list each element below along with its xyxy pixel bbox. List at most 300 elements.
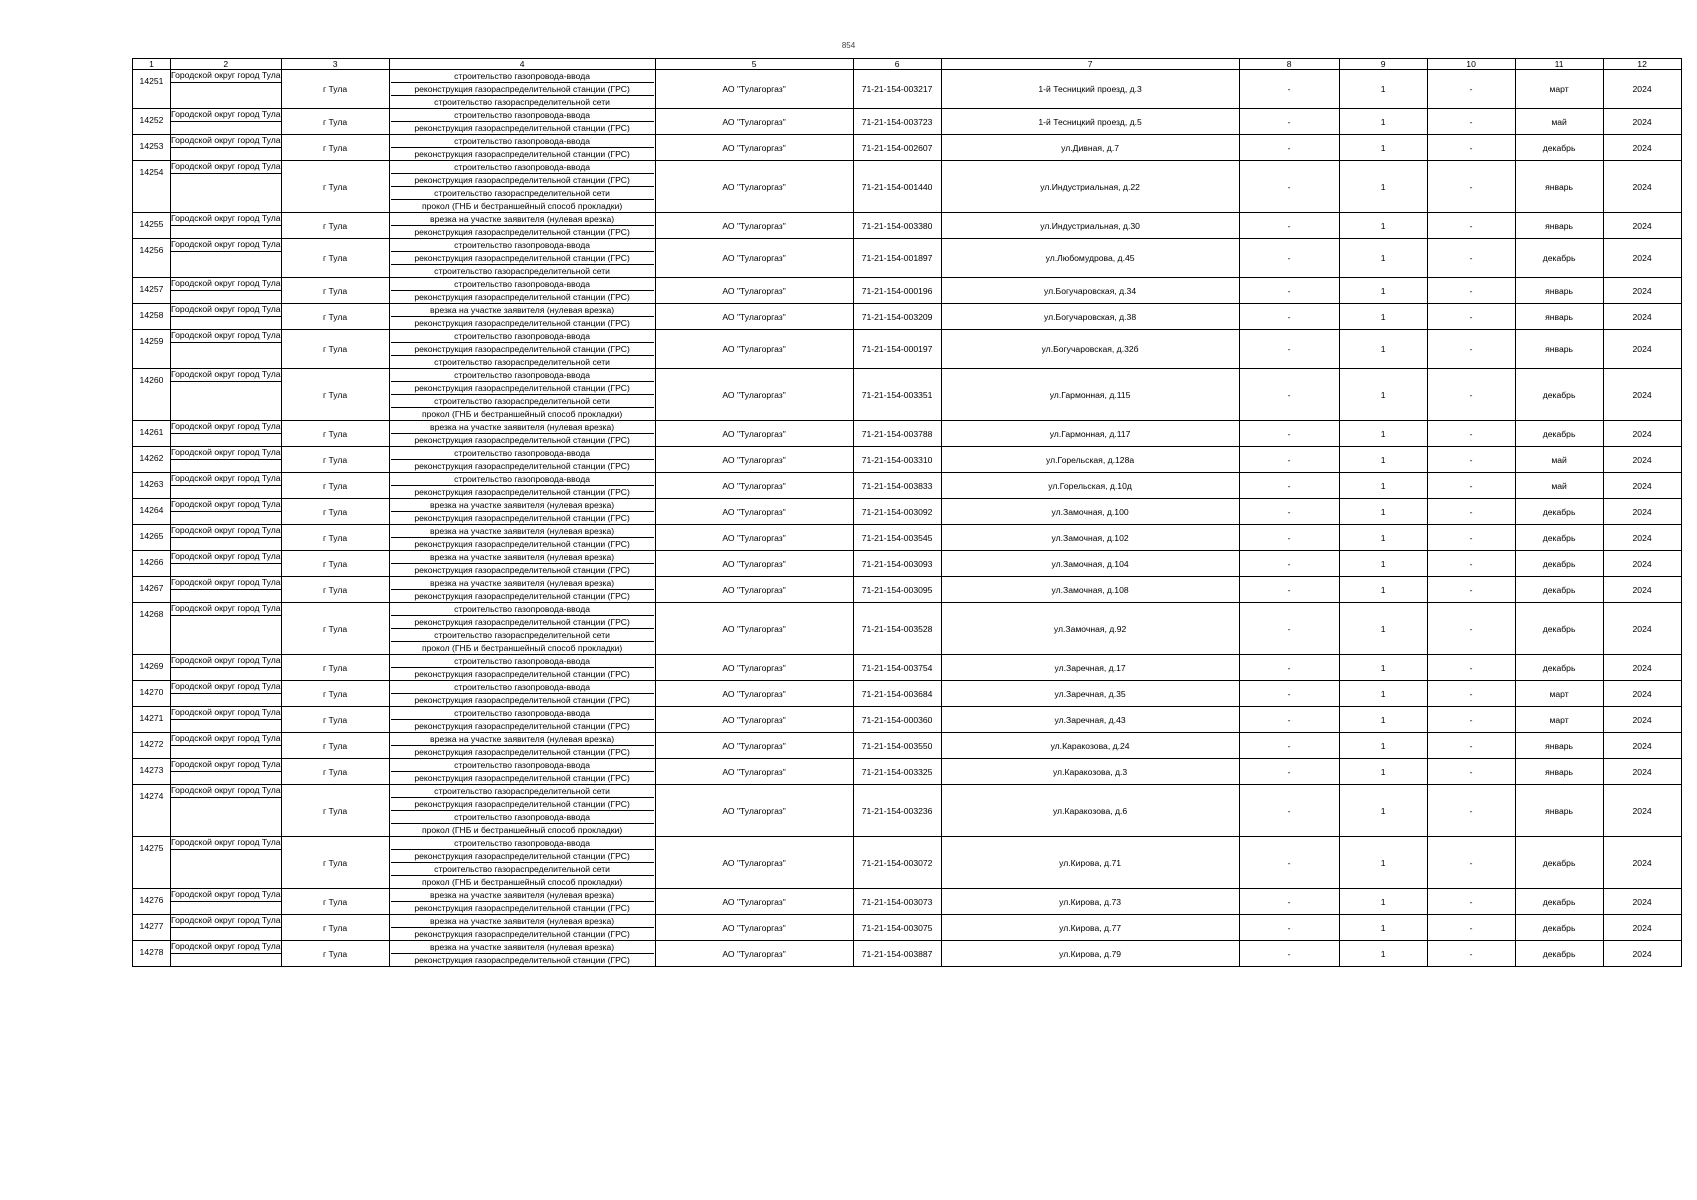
- city-cell: г Тула: [281, 525, 389, 551]
- district-divider: [171, 225, 281, 226]
- page-number: 854: [841, 41, 856, 50]
- column-10-cell: -: [1427, 239, 1515, 278]
- column-8-cell: -: [1239, 837, 1339, 889]
- object-code-cell: 71-21-154-003093: [853, 551, 941, 577]
- year-cell: 2024: [1603, 681, 1681, 707]
- district-name: Городской округ город Тула: [171, 304, 281, 314]
- district-name: Городской округ город Тула: [171, 681, 281, 691]
- row-number: 14260: [133, 369, 171, 421]
- column-10-cell: -: [1427, 70, 1515, 109]
- table-row: [133, 304, 1682, 330]
- column-8-cell: -: [1239, 473, 1339, 499]
- works-cell: [389, 421, 655, 447]
- gas-works-table: [132, 58, 1682, 967]
- year-cell: 2024: [1603, 733, 1681, 759]
- row-number: 14258: [133, 304, 171, 330]
- district-name: Городской округ город Тула: [171, 161, 281, 171]
- year-cell: 2024: [1603, 915, 1681, 941]
- works-list: [391, 135, 654, 160]
- works-list: [391, 759, 654, 784]
- object-code-cell: 71-21-154-003545: [853, 525, 941, 551]
- table-row: [133, 655, 1682, 681]
- column-10-cell: -: [1427, 213, 1515, 239]
- address-cell: ул.Заречная, д.43: [941, 707, 1239, 733]
- work-item: строительство газопровода-ввода: [454, 682, 591, 692]
- work-item: реконструкция газораспределительной станции (ГРС): [391, 342, 654, 355]
- month-cell: декабрь: [1515, 239, 1603, 278]
- district-divider: [171, 849, 281, 850]
- works-cell: [389, 655, 655, 681]
- district-name: Городской округ город Тула: [171, 499, 281, 509]
- work-item: реконструкция газораспределительной станции (ГРС): [391, 173, 654, 186]
- organization-cell: АО "Тулагоргаз": [655, 369, 853, 421]
- row-number: 14274: [133, 785, 171, 837]
- works-cell: [389, 330, 655, 369]
- district-cell: [171, 239, 282, 278]
- organization-cell: АО "Тулагоргаз": [655, 733, 853, 759]
- column-10-cell: -: [1427, 837, 1515, 889]
- work-item: прокол (ГНБ и бестраншейный способ прокладки): [391, 199, 654, 212]
- district-name: Городской округ город Тула: [171, 733, 281, 743]
- month-cell: декабрь: [1515, 551, 1603, 577]
- district-divider: [171, 745, 281, 746]
- organization-cell: АО "Тулагоргаз": [655, 499, 853, 525]
- object-code-cell: 71-21-154-003075: [853, 915, 941, 941]
- quantity-cell: 1: [1339, 681, 1427, 707]
- district-name: Городской округ город Тула: [171, 525, 281, 535]
- work-item: строительство газопровода-ввода: [454, 331, 591, 341]
- row-number: 14270: [133, 681, 171, 707]
- district-name: Городской округ город Тула: [171, 551, 281, 561]
- quantity-cell: 1: [1339, 109, 1427, 135]
- row-number: 14269: [133, 655, 171, 681]
- work-item: реконструкция газораспределительной станции (ГРС): [391, 225, 654, 238]
- column-8-cell: -: [1239, 304, 1339, 330]
- object-code-cell: 71-21-154-003528: [853, 603, 941, 655]
- district-divider: [171, 173, 281, 174]
- district-cell: [171, 941, 282, 967]
- year-cell: 2024: [1603, 278, 1681, 304]
- column-header: 3: [281, 59, 389, 70]
- row-number: 14277: [133, 915, 171, 941]
- works-cell: [389, 551, 655, 577]
- row-number: 14275: [133, 837, 171, 889]
- row-number: 14257: [133, 278, 171, 304]
- address-cell: ул.Замочная, д.100: [941, 499, 1239, 525]
- object-code-cell: 71-21-154-001897: [853, 239, 941, 278]
- work-item: строительство газораспределительной сети: [391, 355, 654, 368]
- column-10-cell: -: [1427, 278, 1515, 304]
- city-cell: г Тула: [281, 304, 389, 330]
- works-cell: [389, 941, 655, 967]
- city-cell: г Тула: [281, 447, 389, 473]
- column-10-cell: -: [1427, 161, 1515, 213]
- row-number: 14262: [133, 447, 171, 473]
- organization-cell: АО "Тулагоргаз": [655, 941, 853, 967]
- row-number: 14254: [133, 161, 171, 213]
- district-divider: [171, 316, 281, 317]
- row-number: 14273: [133, 759, 171, 785]
- column-8-cell: -: [1239, 733, 1339, 759]
- work-item: реконструкция газораспределительной станции (ГРС): [391, 615, 654, 628]
- column-header: 10: [1427, 59, 1515, 70]
- works-list: [391, 577, 654, 602]
- organization-cell: АО "Тулагоргаз": [655, 915, 853, 941]
- work-item: врезка на участке заявителя (нулевая врезка): [430, 214, 615, 224]
- district-divider: [171, 433, 281, 434]
- works-list: [391, 109, 654, 134]
- column-8-cell: -: [1239, 655, 1339, 681]
- table-row: [133, 837, 1682, 889]
- month-cell: март: [1515, 70, 1603, 109]
- column-8-cell: -: [1239, 70, 1339, 109]
- work-item: строительство газопровода-ввода: [454, 760, 591, 770]
- works-list: [391, 447, 654, 472]
- organization-cell: АО "Тулагоргаз": [655, 473, 853, 499]
- district-cell: [171, 330, 282, 369]
- object-code-cell: 71-21-154-003310: [853, 447, 941, 473]
- works-list: [391, 499, 654, 524]
- column-header: 7: [941, 59, 1239, 70]
- object-code-cell: 71-21-154-003236: [853, 785, 941, 837]
- work-item: строительство газопровода-ввода: [454, 279, 591, 289]
- city-cell: г Тула: [281, 70, 389, 109]
- column-8-cell: -: [1239, 681, 1339, 707]
- works-cell: [389, 603, 655, 655]
- column-10-cell: -: [1427, 733, 1515, 759]
- city-cell: г Тула: [281, 499, 389, 525]
- work-item: строительство газопровода-ввода: [454, 71, 591, 81]
- city-cell: г Тула: [281, 369, 389, 421]
- district-name: Городской округ город Тула: [171, 421, 281, 431]
- year-cell: 2024: [1603, 707, 1681, 733]
- works-cell: [389, 889, 655, 915]
- object-code-cell: 71-21-154-003887: [853, 941, 941, 967]
- district-name: Городской округ город Тула: [171, 109, 281, 119]
- month-cell: декабрь: [1515, 421, 1603, 447]
- district-divider: [171, 82, 281, 83]
- works-cell: [389, 473, 655, 499]
- address-cell: ул.Богучаровская, д.38: [941, 304, 1239, 330]
- city-cell: г Тула: [281, 551, 389, 577]
- quantity-cell: 1: [1339, 304, 1427, 330]
- table-row: [133, 551, 1682, 577]
- column-8-cell: -: [1239, 447, 1339, 473]
- district-cell: [171, 837, 282, 889]
- organization-cell: АО "Тулагоргаз": [655, 330, 853, 369]
- work-item: врезка на участке заявителя (нулевая врезка): [430, 500, 615, 510]
- works-cell: [389, 369, 655, 421]
- works-cell: [389, 239, 655, 278]
- quantity-cell: 1: [1339, 837, 1427, 889]
- year-cell: 2024: [1603, 525, 1681, 551]
- city-cell: г Тула: [281, 733, 389, 759]
- works-list: [391, 525, 654, 550]
- work-item: реконструкция газораспределительной станции (ГРС): [391, 459, 654, 472]
- district-cell: [171, 421, 282, 447]
- quantity-cell: 1: [1339, 707, 1427, 733]
- year-cell: 2024: [1603, 499, 1681, 525]
- table-row: [133, 135, 1682, 161]
- month-cell: январь: [1515, 785, 1603, 837]
- district-divider: [171, 537, 281, 538]
- works-list: [391, 213, 654, 238]
- month-cell: май: [1515, 109, 1603, 135]
- object-code-cell: 71-21-154-003754: [853, 655, 941, 681]
- work-item: прокол (ГНБ и бестраншейный способ прокладки): [391, 641, 654, 654]
- work-item: реконструкция газораспределительной станции (ГРС): [391, 589, 654, 602]
- address-cell: ул.Заречная, д.17: [941, 655, 1239, 681]
- year-cell: 2024: [1603, 447, 1681, 473]
- column-8-cell: -: [1239, 889, 1339, 915]
- column-8-cell: -: [1239, 759, 1339, 785]
- year-cell: 2024: [1603, 304, 1681, 330]
- year-cell: 2024: [1603, 213, 1681, 239]
- quantity-cell: 1: [1339, 733, 1427, 759]
- table-row: [133, 278, 1682, 304]
- city-cell: г Тула: [281, 330, 389, 369]
- organization-cell: АО "Тулагоргаз": [655, 655, 853, 681]
- address-cell: ул.Гармонная, д.117: [941, 421, 1239, 447]
- row-number: 14252: [133, 109, 171, 135]
- work-item: строительство газопровода-ввода: [454, 604, 591, 614]
- quantity-cell: 1: [1339, 603, 1427, 655]
- district-name: Городской округ город Тула: [171, 941, 281, 951]
- district-cell: [171, 447, 282, 473]
- month-cell: январь: [1515, 161, 1603, 213]
- district-divider: [171, 615, 281, 616]
- column-10-cell: -: [1427, 109, 1515, 135]
- district-name: Городской округ город Тула: [171, 70, 281, 80]
- works-cell: [389, 707, 655, 733]
- organization-cell: АО "Тулагоргаз": [655, 70, 853, 109]
- year-cell: 2024: [1603, 473, 1681, 499]
- year-cell: 2024: [1603, 135, 1681, 161]
- work-item: реконструкция газораспределительной станции (ГРС): [391, 121, 654, 134]
- quantity-cell: 1: [1339, 369, 1427, 421]
- work-item: реконструкция газораспределительной станции (ГРС): [391, 511, 654, 524]
- address-cell: ул.Кирова, д.79: [941, 941, 1239, 967]
- row-number: 14268: [133, 603, 171, 655]
- year-cell: 2024: [1603, 655, 1681, 681]
- works-cell: [389, 278, 655, 304]
- work-item: реконструкция газораспределительной станции (ГРС): [391, 251, 654, 264]
- work-item: реконструкция газораспределительной станции (ГРС): [391, 797, 654, 810]
- work-item: строительство газораспределительной сети: [391, 186, 654, 199]
- work-item: строительство газопровода-ввода: [454, 162, 591, 172]
- district-cell: [171, 707, 282, 733]
- address-cell: ул.Замочная, д.92: [941, 603, 1239, 655]
- month-cell: декабрь: [1515, 655, 1603, 681]
- work-item: реконструкция газораспределительной станции (ГРС): [391, 147, 654, 160]
- row-number: 14276: [133, 889, 171, 915]
- row-number: 14271: [133, 707, 171, 733]
- column-10-cell: -: [1427, 473, 1515, 499]
- district-divider: [171, 147, 281, 148]
- city-cell: г Тула: [281, 278, 389, 304]
- month-cell: декабрь: [1515, 499, 1603, 525]
- district-divider: [171, 667, 281, 668]
- district-divider: [171, 719, 281, 720]
- month-cell: декабрь: [1515, 889, 1603, 915]
- organization-cell: АО "Тулагоргаз": [655, 447, 853, 473]
- district-cell: [171, 278, 282, 304]
- column-10-cell: -: [1427, 421, 1515, 447]
- district-cell: [171, 135, 282, 161]
- organization-cell: АО "Тулагоргаз": [655, 239, 853, 278]
- address-cell: ул.Горельская, д.128а: [941, 447, 1239, 473]
- work-item: прокол (ГНБ и бестраншейный способ прокладки): [391, 407, 654, 420]
- district-cell: [171, 785, 282, 837]
- column-8-cell: -: [1239, 161, 1339, 213]
- works-list: [391, 421, 654, 446]
- column-header: 2: [171, 59, 282, 70]
- organization-cell: АО "Тулагоргаз": [655, 577, 853, 603]
- year-cell: 2024: [1603, 551, 1681, 577]
- year-cell: 2024: [1603, 759, 1681, 785]
- table-row: [133, 733, 1682, 759]
- work-item: строительство газопровода-ввода: [454, 136, 591, 146]
- work-item: реконструкция газораспределительной станции (ГРС): [391, 381, 654, 394]
- district-divider: [171, 589, 281, 590]
- district-name: Городской округ город Тула: [171, 707, 281, 717]
- object-code-cell: 71-21-154-003209: [853, 304, 941, 330]
- work-item: врезка на участке заявителя (нулевая врезка): [430, 890, 615, 900]
- row-number: 14278: [133, 941, 171, 967]
- district-divider: [171, 459, 281, 460]
- work-item: врезка на участке заявителя (нулевая врезка): [430, 942, 615, 952]
- district-divider: [171, 693, 281, 694]
- object-code-cell: 71-21-154-000197: [853, 330, 941, 369]
- table-row: [133, 889, 1682, 915]
- district-cell: [171, 473, 282, 499]
- work-item: реконструкция газораспределительной станции (ГРС): [391, 485, 654, 498]
- table-row: [133, 369, 1682, 421]
- month-cell: март: [1515, 681, 1603, 707]
- quantity-cell: 1: [1339, 889, 1427, 915]
- district-cell: [171, 551, 282, 577]
- year-cell: 2024: [1603, 70, 1681, 109]
- month-cell: январь: [1515, 330, 1603, 369]
- organization-cell: АО "Тулагоргаз": [655, 707, 853, 733]
- work-item: врезка на участке заявителя (нулевая врезка): [430, 578, 615, 588]
- organization-cell: АО "Тулагоргаз": [655, 785, 853, 837]
- works-list: [391, 837, 654, 888]
- work-item: врезка на участке заявителя (нулевая врезка): [430, 305, 615, 315]
- column-10-cell: -: [1427, 551, 1515, 577]
- row-number: 14256: [133, 239, 171, 278]
- district-cell: [171, 109, 282, 135]
- district-divider: [171, 251, 281, 252]
- work-item: врезка на участке заявителя (нулевая врезка): [430, 526, 615, 536]
- column-10-cell: -: [1427, 525, 1515, 551]
- column-10-cell: -: [1427, 304, 1515, 330]
- district-cell: [171, 733, 282, 759]
- works-cell: [389, 915, 655, 941]
- organization-cell: АО "Тулагоргаз": [655, 889, 853, 915]
- address-cell: ул.Каракозова, д.6: [941, 785, 1239, 837]
- district-name: Городской округ город Тула: [171, 473, 281, 483]
- organization-cell: АО "Тулагоргаз": [655, 681, 853, 707]
- district-cell: [171, 499, 282, 525]
- column-8-cell: -: [1239, 941, 1339, 967]
- district-name: Городской округ город Тула: [171, 330, 281, 340]
- quantity-cell: 1: [1339, 785, 1427, 837]
- month-cell: январь: [1515, 278, 1603, 304]
- city-cell: г Тула: [281, 239, 389, 278]
- object-code-cell: 71-21-154-003072: [853, 837, 941, 889]
- column-number-row: [133, 59, 1682, 70]
- row-number: 14267: [133, 577, 171, 603]
- object-code-cell: 71-21-154-003217: [853, 70, 941, 109]
- address-cell: 1-й Тесницкий проезд, д.5: [941, 109, 1239, 135]
- quantity-cell: 1: [1339, 525, 1427, 551]
- work-item: строительство газопровода-ввода: [454, 110, 591, 120]
- organization-cell: АО "Тулагоргаз": [655, 525, 853, 551]
- column-10-cell: -: [1427, 759, 1515, 785]
- district-name: Городской округ город Тула: [171, 577, 281, 587]
- city-cell: г Тула: [281, 161, 389, 213]
- month-cell: январь: [1515, 213, 1603, 239]
- organization-cell: АО "Тулагоргаз": [655, 551, 853, 577]
- quantity-cell: 1: [1339, 941, 1427, 967]
- work-item: прокол (ГНБ и бестраншейный способ прокладки): [391, 875, 654, 888]
- organization-cell: АО "Тулагоргаз": [655, 421, 853, 447]
- work-item: реконструкция газораспределительной станции (ГРС): [391, 849, 654, 862]
- month-cell: май: [1515, 473, 1603, 499]
- works-list: [391, 239, 654, 277]
- year-cell: 2024: [1603, 941, 1681, 967]
- works-list: [391, 915, 654, 940]
- column-header: 1: [133, 59, 171, 70]
- month-cell: декабрь: [1515, 525, 1603, 551]
- work-item: врезка на участке заявителя (нулевая врезка): [430, 916, 615, 926]
- row-number: 14255: [133, 213, 171, 239]
- district-name: Городской округ город Тула: [171, 759, 281, 769]
- table-row: [133, 525, 1682, 551]
- month-cell: май: [1515, 447, 1603, 473]
- column-8-cell: -: [1239, 369, 1339, 421]
- works-cell: [389, 447, 655, 473]
- object-code-cell: 71-21-154-003095: [853, 577, 941, 603]
- quantity-cell: 1: [1339, 421, 1427, 447]
- address-cell: ул.Любомудрова, д.45: [941, 239, 1239, 278]
- organization-cell: АО "Тулагоргаз": [655, 135, 853, 161]
- column-10-cell: -: [1427, 915, 1515, 941]
- quantity-cell: 1: [1339, 577, 1427, 603]
- table-row: [133, 707, 1682, 733]
- district-cell: [171, 603, 282, 655]
- quantity-cell: 1: [1339, 135, 1427, 161]
- row-number: 14266: [133, 551, 171, 577]
- row-number: 14264: [133, 499, 171, 525]
- district-divider: [171, 342, 281, 343]
- quantity-cell: 1: [1339, 70, 1427, 109]
- year-cell: 2024: [1603, 785, 1681, 837]
- object-code-cell: 71-21-154-003351: [853, 369, 941, 421]
- works-cell: [389, 525, 655, 551]
- work-item: строительство газопровода-ввода: [454, 370, 591, 380]
- column-8-cell: -: [1239, 239, 1339, 278]
- works-cell: [389, 733, 655, 759]
- column-header: 6: [853, 59, 941, 70]
- city-cell: г Тула: [281, 473, 389, 499]
- district-divider: [171, 927, 281, 928]
- table-row: [133, 759, 1682, 785]
- address-cell: ул.Дивная, д.7: [941, 135, 1239, 161]
- work-item: строительство газораспределительной сети: [391, 394, 654, 407]
- works-list: [391, 473, 654, 498]
